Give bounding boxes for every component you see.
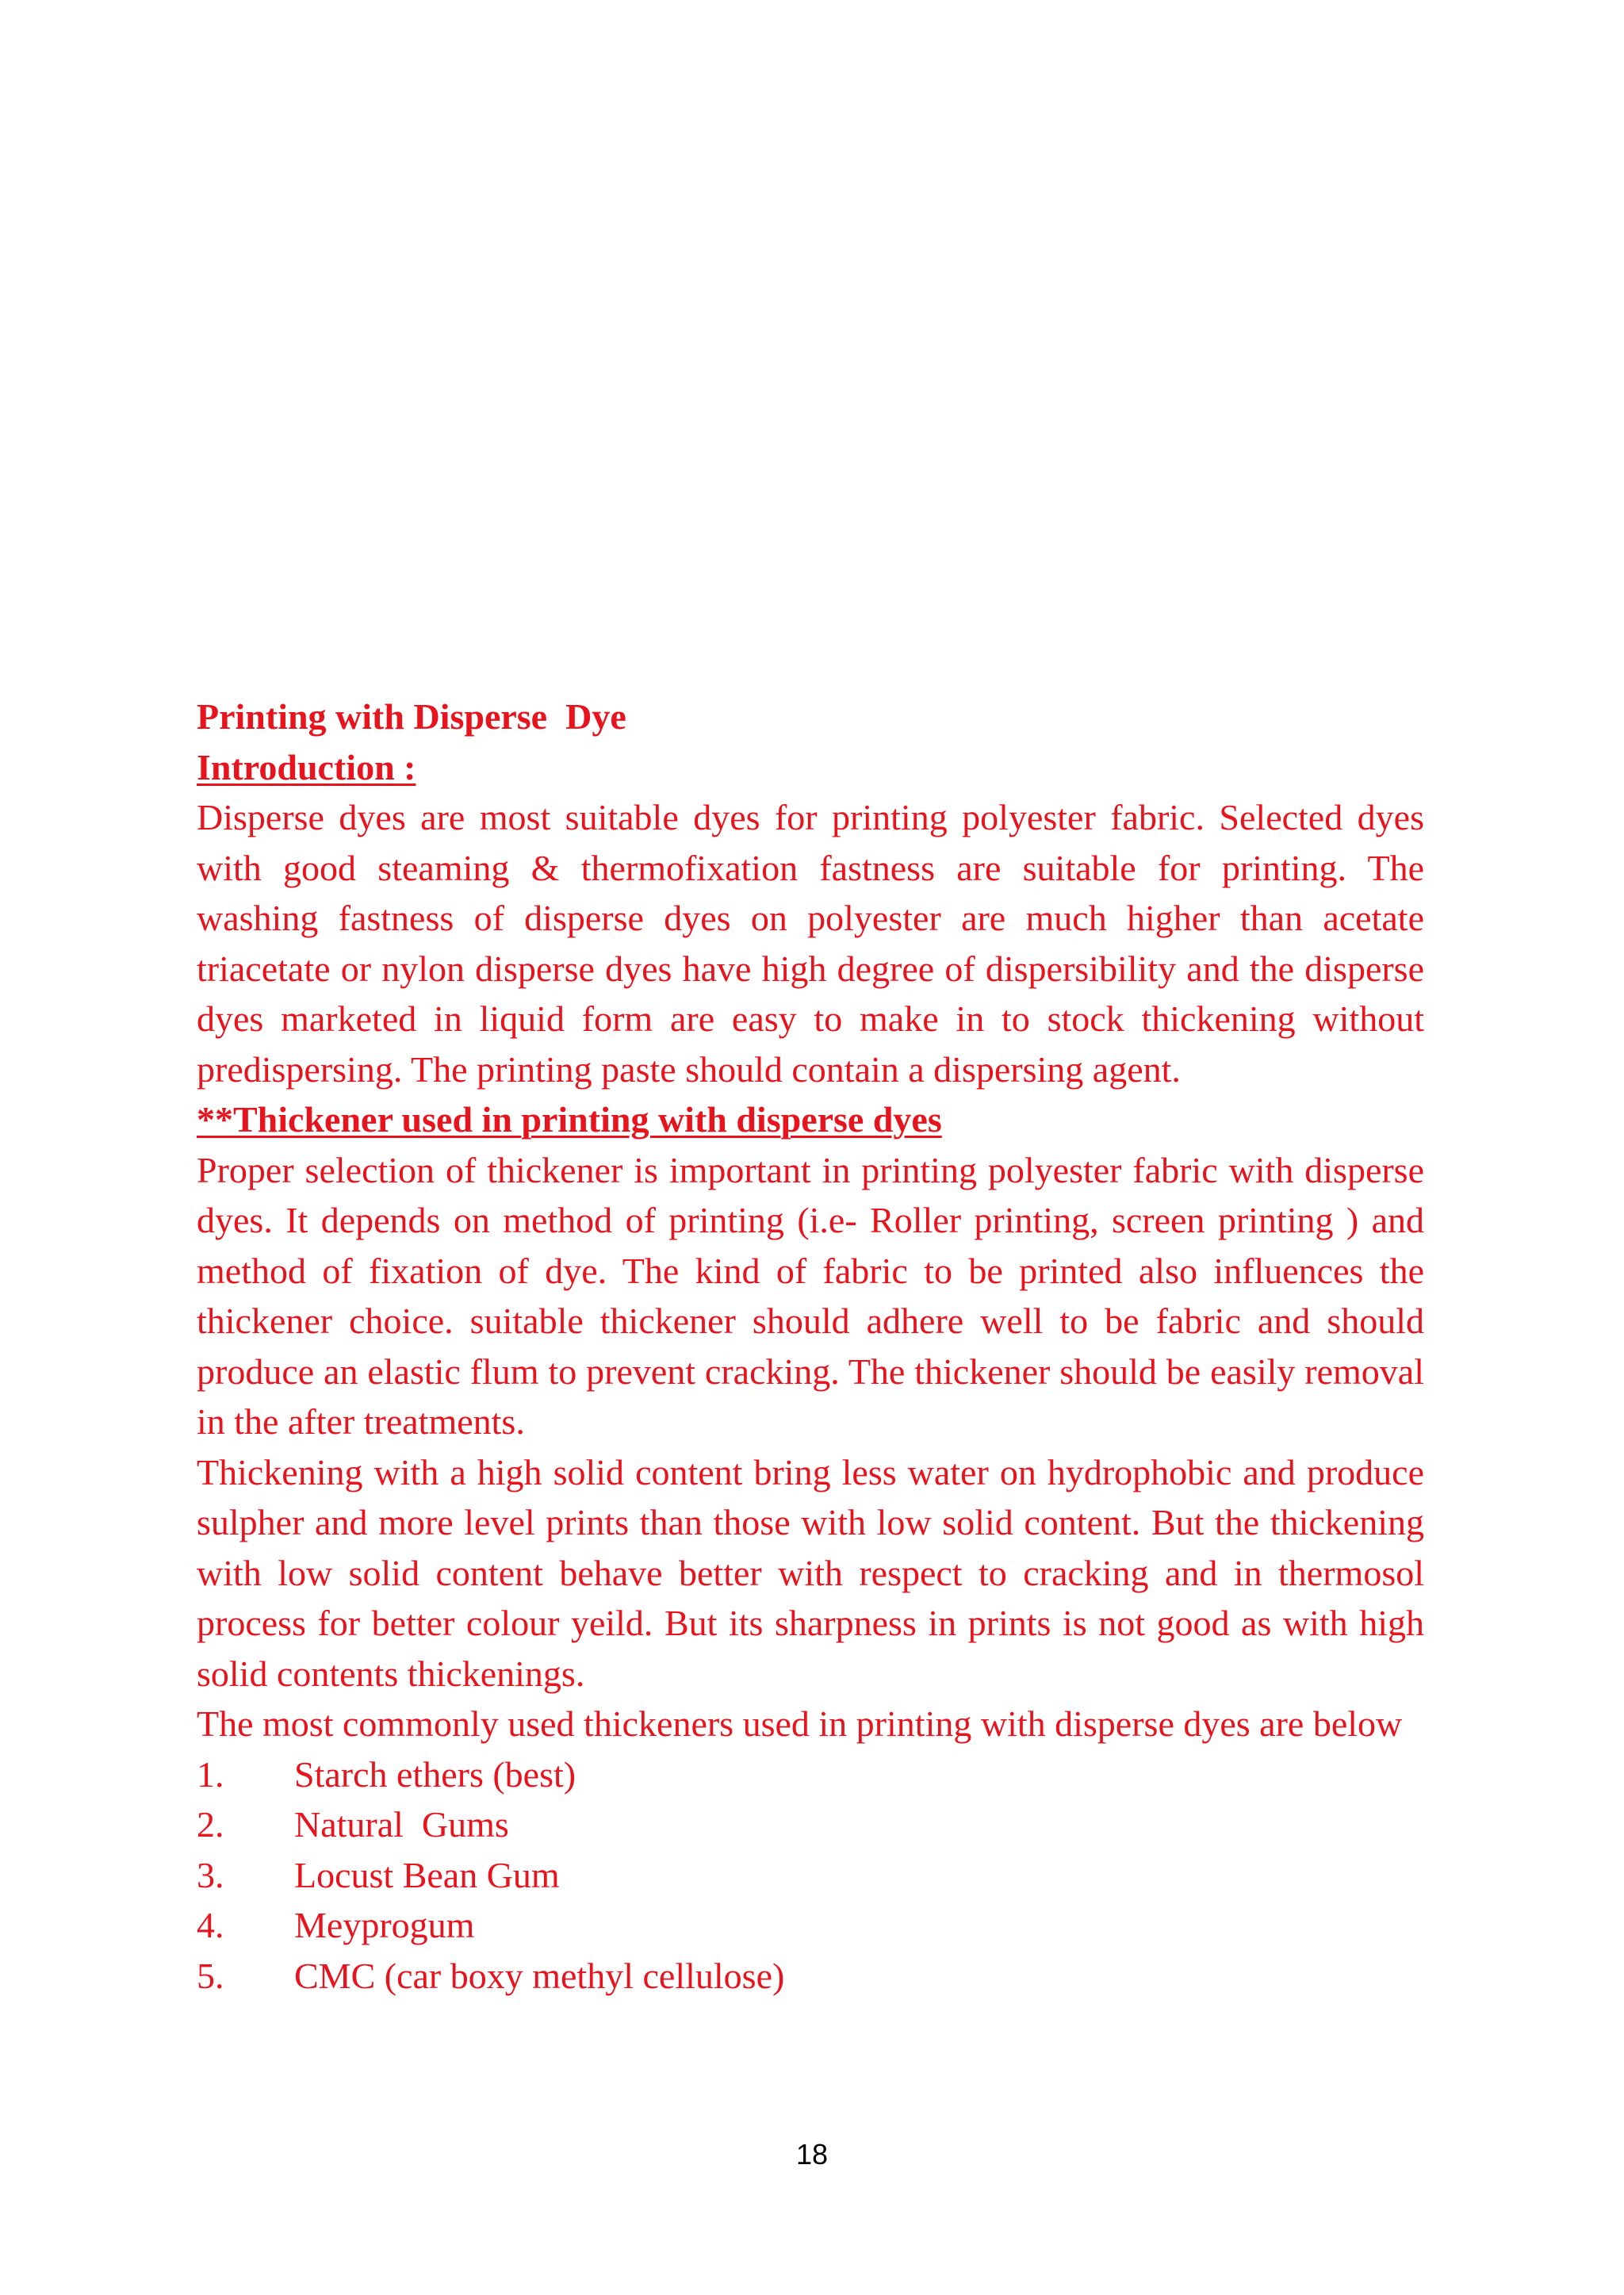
- page-title: Printing with Disperse Dye: [197, 696, 626, 737]
- list-item-text: Starch ethers (best): [294, 1753, 576, 1795]
- list-item-text: Natural Gums: [294, 1804, 509, 1845]
- list-item-text: Locust Bean Gum: [294, 1854, 560, 1895]
- page-number: 18: [795, 2138, 829, 2170]
- list-item: [197, 1850, 1424, 1901]
- thickener-heading: **Thickener used in printing with disperse dyes: [197, 1099, 942, 1140]
- list-item-text: CMC (car boxy methyl cellulose): [294, 1955, 785, 1996]
- introduction-heading: Introduction :: [197, 746, 416, 787]
- list-item: [197, 1900, 1424, 1951]
- list-item-number: 2.: [197, 1804, 224, 1845]
- list-item-number: 4.: [197, 1905, 224, 1945]
- thickener-paragraph-3: The most commonly used thickeners used in printing with disperse dyes are below: [197, 1703, 1403, 1744]
- thickener-paragraph-1: Proper selection of thickener is important in printing polyester fabric with disperse dyes. It depends on method of printing (i.e- Roller printing, screen printing ) and method of fixation of dye. The kind of fabric to be printed also influences the thickener choice. suitable thickener should adhere well to be fabric and should produce an elastic flum to prevent cracking. The thickener should be easily removal in the after treatments.: [197, 1149, 1424, 1442]
- list-item: [197, 1951, 1424, 2002]
- introduction-paragraph: Disperse dyes are most suitable dyes for printing polyester fabric. Selected dyes with good steaming & thermofixation fastness are suitable for printing. The washing fastness of disperse dyes on polyester are much higher than acetate triacetate or nylon disperse dyes have high degree of dispersibility and the disperse dyes marketed in liquid form are easy to make in to stock thickening without predispersing. The printing paste should contain a dispersing agent.: [197, 797, 1424, 1090]
- list-item-text: Meyprogum: [294, 1905, 475, 1945]
- list-item: [197, 1749, 1424, 1800]
- list-item: [197, 1799, 1424, 1850]
- list-item-number: 1.: [197, 1753, 224, 1795]
- list-item-number: 3.: [197, 1854, 224, 1895]
- thickener-paragraph-2: Thickening with a high solid content bring less water on hydrophobic and produce sulpher and more level prints than those with low solid content. But the thickening with low solid content behave better with respect to cracking and in thermosol process for better colour yeild. But its sharpness in prints is not good as with high solid contents thickenings.: [197, 1451, 1424, 1694]
- document-content: [197, 692, 1424, 2001]
- thickener-list: [197, 1749, 1424, 2002]
- list-item-number: 5.: [197, 1955, 224, 1996]
